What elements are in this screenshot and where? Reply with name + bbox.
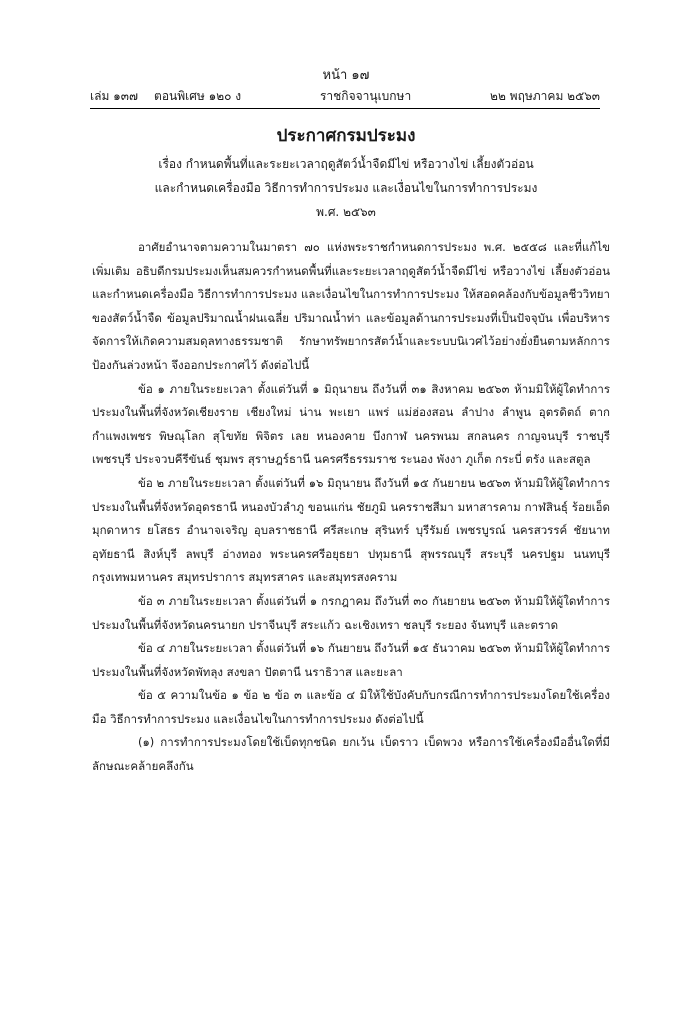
gazette-name: ราชกิจจานุเบกษา [319,89,412,103]
subject-line-2: และกำหนดเครื่องมือ วิธีการทำการประมง และเงื่อนไขในการทำการประมง [154,181,538,195]
clause-5-item-1: (๑) การทำการประมงโดยใช้เบ็ดทุกชนิด ยกเว้น เบ็ดราว เบ็ดพวง หรือการใช้เครื่องมืออื่นใดที่มีลักษณะคล้ายคลึงกัน [92,735,610,774]
announcement-body [92,236,610,779]
clause-3: ข้อ ๓ ภายในระยะเวลา ตั้งแต่วันที่ ๑ กรกฎาคม ถึงวันที่ ๓๐ กันยายน ๒๕๖๓ ห้ามมิให้ผู้ใดทำการประมงในพื้นที่จังหวัดนครนายก ปราจีนบุรี สระแก้ว ฉะเชิงเทรา ชลบุรี ระยอง จันทบุรี และตราด [92,593,610,632]
clause-2: ข้อ ๒ ภายในระยะเวลา ตั้งแต่วันที่ ๑๖ มิถุนายน ถึงวันที่ ๑๕ กันยายน ๒๕๖๓ ห้ามมิให้ผู้ใดทำการประมงในพื้นที่จังหวัดอุดรธานี หนองบัวลำภู ขอนแก่น ชัยภูมิ นครราชสีมา มหาสารคาม กาฬสินธุ์ ร้อยเอ็ด มุกดาหาร ยโสธร อำนาจเจริญ อุบลราชธานี ศรีสะเกษ สุรินทร์ บุรีรัมย์ เพชรบูรณ์ นครสวรรค์ ชัยนาท อุทัยธานี สิงห์บุรี ลพบุรี อ่างทอง พระนครศรีอยุธยา ปทุมธานี สุพรรณบุรี สระบุรี นครปฐม นนทบุรี กรุงเทพมหานคร สมุทรปราการ สมุทรสาคร และสมุทรสงคราม [92,475,610,585]
page-number: หน้า ๑๗ [322,68,370,83]
clause-5: ข้อ ๕ ความในข้อ ๑ ข้อ ๒ ข้อ ๓ และข้อ ๔ มิให้ใช้บังคับกับกรณีการทำการประมงโดยใช้เครื่องมือ วิธีการทำการประมง และเงื่อนไขในการทำการประมง ดังต่อไปนี้ [92,688,610,726]
announcement-title: ประกาศกรมประมง [276,126,416,146]
announcement-year: พ.ศ. ๒๕๖๓ [316,205,376,219]
subject-line-1: เรื่อง กำหนดพื้นที่และระยะเวลาฤดูสัตว์น้ำจืดมีไข่ หรือวางไข่ เลี้ยงตัวอ่อน [158,157,534,171]
section-label: ตอนพิเศษ ๑๒๐ ง [154,89,242,103]
announcement-subject [60,152,632,224]
volume-label: เล่ม ๑๓๗ [90,89,139,103]
publish-date: ๒๒ พฤษภาคม ๒๕๖๓ [490,89,600,103]
clause-1: ข้อ ๑ ภายในระยะเวลา ตั้งแต่วันที่ ๑ มิถุนายน ถึงวันที่ ๓๑ สิงหาคม ๒๕๖๓ ห้ามมิให้ผู้ใดทำการประมงในพื้นที่จังหวัดเชียงราย เชียงใหม่ น่าน พะเยา แพร่ แม่ฮ่องสอน ลำปาง ลำพูน อุตรดิตถ์ ตาก กำแพงเพชร พิษณุโลก สุโขทัย พิจิตร เลย หนองคาย บึงกาฬ นครพนม สกลนคร กาญจนบุรี ราชบุรี เพชรบุรี ประจวบคีรีขันธ์ ชุมพร สุราษฎร์ธานี นครศรีธรรมราช ระนอง พังงา ภูเก็ต กระบี่ ตรัง และสตูล [92,381,610,467]
preamble-paragraph: อาศัยอำนาจตามความในมาตรา ๗๐ แห่งพระราชกำหนดการประมง พ.ศ. ๒๕๕๘ และที่แก้ไขเพิ่มเติม อธิบดีกรมประมงเห็นสมควรกำหนดพื้นที่และระยะเวลาฤดูสัตว์น้ำจืดมีไข่ หรือวางไข่ เลี้ยงตัวอ่อน และกำหนดเครื่องมือ วิธีการทำการประมง และเงื่อนไขในการทำการประมง ให้สอดคล้องกับข้อมูลชีววิทยาของสัตว์น้ำจืด ข้อมูลปริมาณน้ำฝนเฉลี่ย ปริมาณน้ำท่า และข้อมูลด้านการประมงที่เป็นปัจจุบัน เพื่อบริหารจัดการให้เกิดความสมดุลทางธรรมชาติ รักษาทรัพยากรสัตว์น้ำและระบบนิเวศไว้อย่างยั่งยืนตามหลักการป้องกันล่วงหน้า จึงออกประกาศไว้ ดังต่อไปนี้ [92,240,610,372]
header-left [90,88,241,104]
clause-4: ข้อ ๔ ภายในระยะเวลา ตั้งแต่วันที่ ๑๖ กันยายน ถึงวันที่ ๑๕ ธันวาคม ๒๕๖๓ ห้ามมิให้ผู้ใดทำการประมงในพื้นที่จังหวัดพัทลุง สงขลา ปัตตานี นราธิวาส และยะลา [92,641,610,679]
gazette-header [90,88,600,104]
header-divider [90,108,600,109]
